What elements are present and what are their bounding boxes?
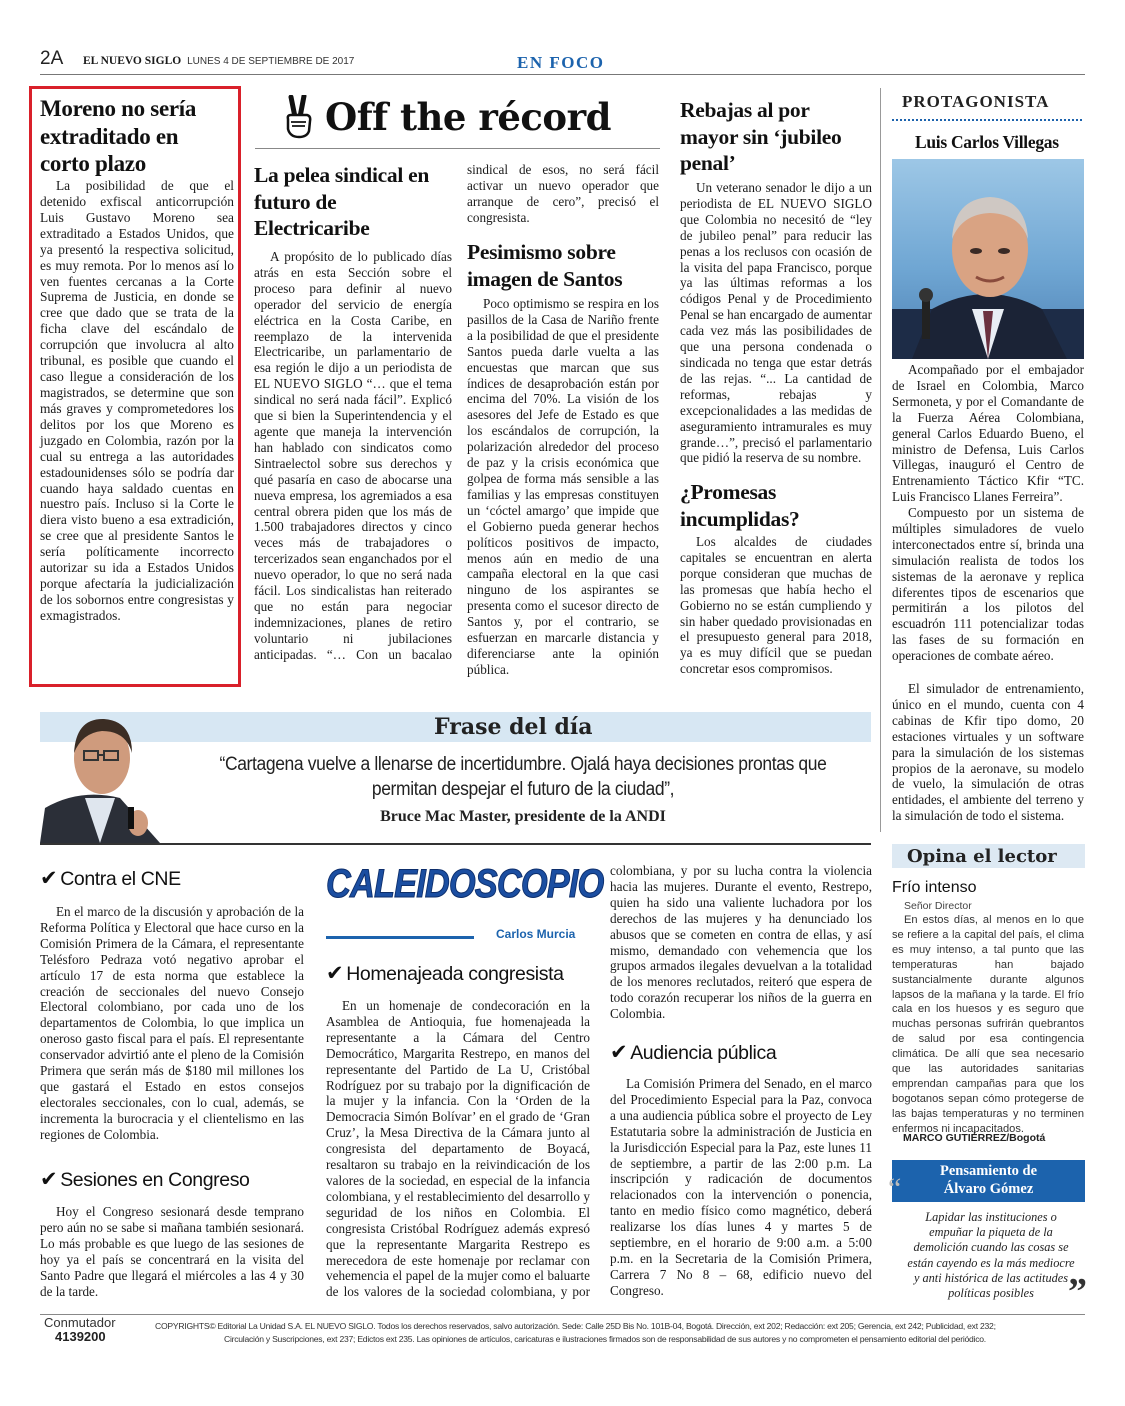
cne-body: En el marco de la discusión y aprobación de la Reforma Política y Electoral que hace curso en la Comisión Primera de la Cámara, el representante Telésforo Pedraza votó negativo aprobar el artículo 17 de esta norma que establece la creación de seccionales del nuevo Consejo Electoral colombiano, por cada uno de los departamentos de Colombia, lo que implica un oneroso gasto fiscal para el país. El representante conservador advirtió ante el pleno de la Comisión Primera que serán más de $180 mil millones los que gastará el Estado en estos consejos electorales seccionales, con lo cual, además, se incrementa la burocracia y el clientelismo en las regiones de Colombia. [40,904,304,1142]
pensamiento-quote: Lapidar las instituciones o empuñar la piqueta de la demolición cuando las cosas se están cayendo es la más mediocre y anti histórica de las actitudes políticas posibles [907,1210,1075,1301]
open-quote-icon: “ [888,1172,902,1205]
protagonista-body-3: El simulador de entrenamiento, único en el mundo, cuenta con 4 cabinas de Kfir tipo domo, 20 estaciones virtuales y un software para la simulación de los sistemas propios de la aeronave, su modelo de vuelo, la simulación de otras entidades, el ambiente del terreno y la simulación de todo el sistema. [892,681,1084,824]
pesimismo-headline: Pesimismo sobre imagen de Santos [467,240,623,291]
caleidoscopio-rule [326,936,474,939]
frase-del-dia-title: Frase del día [434,714,593,740]
victory-hand-icon [282,95,316,139]
moreno-body: La posibilidad de que el detenido exfiscal anticorrupción Luis Gustavo Moreno sea extraditado a Estados Unidos, que ya presentó la respectiva solicitud, es muy remota. Por lo menos así lo ven fuentes cercanas a la Corte Suprema de Justicia, en donde se cree que dado que se trata de la ficha clave del escándalo de corrupción que involucra al alto tribunal, es posible que cuando el caso llegue a consideración de los magistrados, se determine que son más graves y comprometedores los delitos por los que Moreno es juzgado en Colombia, razón por la cual su entrega a las autoridades estadounidenses sólo se podría dar cuando haya saldado cuentas en nuestro país. Incluso si la Corte le diera visto bueno a esa extradición, se cree que al presidente Santos le sería políticamente incorrecto autorizar su ida a Estados Unidos porque afectaría la judicialización de los sobornos entre congresistas y exmagistrados. [40,178,234,623]
homenajeada-headline [326,961,564,986]
footer-copyright-line2: Circulación y Suscripciones, ext 237; Edictos ext 235. Las opiniones de artículos, caricaturas e ilustraciones firmados son de responsabilidad de sus autores y no comprometen el pensamiento editorial del periódico. [224,1334,986,1344]
protagonista-body-2: Compuesto por un sistema de múltiples simuladores de vuelo interconectados entre sí, brinda una simulación realista de todos los sistemas de la aeronave y replica diferentes tipos de escenarios que permitirán a los pilotos del escuadrón 111 potencializar todas las fases de su formación en operaciones de combate aéreo. [892,505,1084,664]
pesimismo-body: Poco optimismo se respira en los pasillos de la Casa de Nariño frente a la posibilidad de que el presidente Santos pueda darle vuelta a las encuestas que marcan que sus índices de desaprobación están por encima del 70%. La visión de los asesores del Jefe de Estado es que los escándalos de corrupción, la polarización alrededor del proceso de paz y la crisis económica que golpea de forma más sensible a las familias y las empresas constituyen un ‘cóctel amargo’ que impide que el Gobierno pueda generar hechos políticos positivos de impacto, menos aún en medio de una campaña electoral en la que casi ninguno de los aspirantes se presenta como el sucesor directo de Santos y, por el contrario, se esfuerzan en marcarle distancia y diferenciarse ante la opinión pública. [467,296,659,677]
sesiones-body: Hoy el Congreso sesionará desde temprano pero aún no se sabe si mañana también sesionará. Lo más probable es que luego de las sesiones de hoy ya el país se concentrará en la visita del Santo Padre que llegará el miércoles a las 4 y 30 de la tarde. [40,1204,304,1299]
caleidoscopio-title: CALEIDOSCOPIO [326,862,604,906]
opina-salutation: Señor Director [904,900,972,912]
pensamiento-title-line2: Álvaro Gómez [943,1181,1034,1197]
issue-date: LUNES 4 DE SEPTIEMBRE DE 2017 [187,56,355,67]
audiencia-body: La Comisión Primera del Senado, en el marco del Procedimiento Especial para la Paz, convoca a una audiencia pública sobre el proyecto de Ley Estatutaria sobre la administración de Justicia en la Jurisdicción Especial para la Paz, este lunes 11 de septiembre, a partir de las 2:00 p.m. La inscripción y radicación de documentos relacionados con la intervención o ponencia, tanto en medio físico como magnético, deberá realizarse los días lunes 4 y martes 5 de septiembre, en el horario de 9:00 a.m. a 5:00 p.m. en la Secretaria de la Comisión Primera, Carrera 7 No 8 – 68, edificio nuevo del Congreso. [610,1076,872,1298]
opina-letter-title: Frío intenso [892,879,977,896]
opina-body: En estos días, al menos en lo que se refiere a la capital del país, el clima es muy intenso, a tal punto que las temperaturas han bajado sustancialmente durante algunos lapsos de la mañana y la tarde. El frío cala en los huesos y es seguro que muchas personas sufrirán quebrantos de salud por esa contingencia climática. De allí que sea necesario que las autoridades sanitarias emprendan campañas para que los bogotanos sepan cómo protegerse de las bajas temperaturas y no terminen enfermos ni incapacitados. [892,914,1084,1135]
cne-headline-text: Contra el CNE [60,868,181,890]
moreno-headline: Moreno no sería extraditado en corto plazo [40,96,197,176]
cne-headline [40,866,181,891]
protagonista-name: Luis Carlos Villegas [915,132,1059,152]
off-the-record-rule [255,148,660,149]
frase-bottom-rule [40,843,871,845]
sesiones-headline-text: Sesiones en Congreso [60,1169,250,1191]
homenajeada-body: En un homenaje de condecoración en la Asamblea de Antioquia, fue homenajeada la representante a la Cámara del Centro Democrático, Margarita Restrepo, en manos del representante del Partido de La U, Cristóbal Rodríguez por su trabajo por la dignificación de la mujer y la infancia. Con la ‘Orden de la Democracia Simón Bolívar’ en el grado de ‘Gran Cruz’, la Mesa Directiva de la Cámara junto al congresista del departamento de Boyacá, resaltaron su trabajo en la reivindicación de los valores de la sociedad, en especial de la infancia colombiana, y el restablecimiento del desarrollo y seguridad de los niños en Colombia. El congresista Cristóbal Rodríguez además expresó que la representante Margarita Restrepo es merecedora de este homenaje por reclamar con vehemencia el papel de la mujer como el baluarte de los valores de la sociedad colombiana, y por [326,998,590,1300]
paper-name: EL NUEVO SIGLO [83,55,182,67]
footer-rule [40,1314,1085,1315]
masthead-line [83,55,354,67]
conmutador-label: Conmutador [44,1315,116,1330]
andi-speaker-photo [40,703,170,843]
checkmark-icon: ✔ [40,1167,58,1191]
pensamiento-title-line1: Pensamiento de [939,1163,1038,1179]
audiencia-headline [610,1040,776,1065]
pelea-headline: La pelea sindical en futuro de Electricaribe [254,163,429,240]
section-name: EN FOCO [517,53,605,72]
conmutador-number: 4139200 [55,1329,106,1344]
pelea-body: A propósito de lo publicado días atrás en esta Sección sobre el proceso para definir al nuevo operador del servicio de energía eléctrica en la Costa Caribe, en reemplazo de la intervenida Electricaribe, un parlamentario de esa región le dijo a un periodista de EL NUEVO SIGLO “… que el tema sindical no será nada fácil”. Explicó que si bien la Superintendencia y el agente que maneja la intervención han hablado con sindicatos como Sintraelectol sobre sus derechos y qué pasaría en caso de abocarse una nueva empresa, los agremiados a esa central obrera piden que los más de 1.500 trabajadores directos y cinco veces más de trabajadores o tercerizados sean enganchados por el nuevo operador, lo que no será nada fácil. Los sindicalistas han reiterado que no están para negociar indemnizaciones, planes de retiro voluntario ni jubilaciones anticipadas. “… Con un bacalao [254,249,452,662]
sidebar-divider [880,88,881,832]
caleidoscopio-author: Carlos Murcia [496,927,576,941]
checkmark-icon: ✔ [326,961,344,985]
protagonista-label: PROTAGONISTA [902,92,1050,111]
footer-copyright-line1: COPYRIGHTS© Editorial La Unidad S.A. EL NUEVO SIGLO. Todos los derechos reservados, salvo autorización. Sede: Calle 25D Bis No. 101B-04, Bogotá. Dirección, ext 202; Redacción: ext 205; Gerencia, ext 242; Publicidad, ext 232; [155,1321,996,1331]
sesiones-headline [40,1167,250,1192]
homenajeada-headline-text: Homenajeada congresista [346,963,564,985]
rebajas-body: Un veterano senador le dijo a un periodista de EL NUEVO SIGLO que Colombia no necesitó de “ley de jubileo penal” para reducir las penas a los reclusos con ocasión de la visita del papa Francisco, porque ya las últimas reformas a los códigos Penal y de Procedimiento Penal se han encargado de aumentar cada vez más las posibilidades de que una persona condenada o sindicada no tenga que estar detrás de las rejas. “... La cantidad de reformas, rebajas y excepcionalidades a las medidas de aseguramiento intramurales es muy grande…”, precisó el parlamentario que pidió la reserva de su nombre. [680,180,872,466]
rebajas-headline: Rebajas al por mayor sin ‘jubileo penal’ [680,98,842,175]
protagonista-body-1: Acompañado por el embajador de Israel en Colombia, Marco Sermoneta, y por el Comandante de la Fuerza Aérea Colombiana, general Carlos Eduardo Bueno, el ministro de Defensa, Luis Carlos Villegas, inauguró el Centro de Entrenamiento Táctico Kfir “TC. Luis Francisco Llanes Ferreira”. [892,362,1084,505]
promesas-headline: ¿Promesas incumplidas? [680,480,800,531]
promesas-body: Los alcaldes de ciudades capitales se encuentran en alerta porque consideran que muchas de las promesas que había hecho el Gobierno no se están cumpliendo y sin haber quedado provisionadas en el presupuesto general para 2018, ya es muy difícil que se puedan concretar esos compromisos. [680,534,872,677]
header-rule [40,74,1085,75]
audiencia-headline-text: Audiencia pública [630,1042,777,1064]
page-number: 2A [40,48,64,69]
frase-author: Bruce Mac Master, presidente de la ANDI [380,808,666,825]
frase-quote: “Cartagena vuelve a llenarse de incertidumbre. Ojalá haya decisiones prontas que permitan despejar el futuro de la ciudad”, [219,754,827,800]
dotted-separator [892,119,1082,121]
off-the-record-title: Off the récord [325,95,611,139]
opina-label: Opina el lector [907,846,1057,867]
villegas-photo [892,159,1084,359]
checkmark-icon: ✔ [40,866,58,890]
homenajeada-body-continued: colombiana, y por su lucha contra la violencia hacia las mujeres. Durante el evento, Restrepo, quien ha sido una valiente luchadora por los derechos de las mujeres y ha denunciado los abusos que se cometen en contra de ellas, y así mismo, demandado con vehemencia que los grupos armados ilegales devuelvan a la totalidad de los menores reclutados, reiteró que espera de todo corazón recuperar los niños de la guerra en Colombia. [610,863,872,1022]
checkmark-icon: ✔ [610,1040,628,1064]
pelea-body-continued: sindical de esos, no será fácil activar un nuevo operador que arranque de cero”, precisó el congresista. [467,162,659,225]
close-quote-icon: ” [1068,1271,1087,1313]
opina-signature: MARCO GUTIÉRREZ/Bogotá [903,1132,1046,1144]
